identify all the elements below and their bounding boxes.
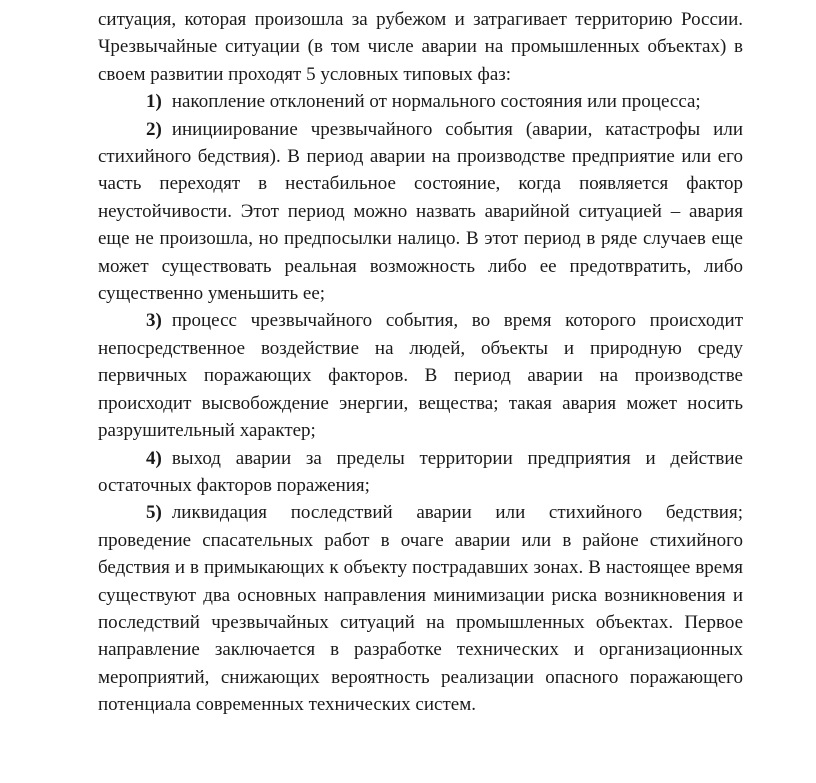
phase-1-text: накопление отклонений от нормального состояния или процесса;	[171, 91, 701, 113]
phase-3-text: процесс чрезвычайного события, во время которого происходит непосредственное воздействие на людей, объекты и природную среду первичных поражающих факторов. В период аварии на производстве происходит высвобождение энергии, вещества; такая авария может носить разрушительный характер;	[98, 310, 743, 442]
phase-1-paragraph	[98, 88, 743, 115]
phase-3-paragraph	[98, 307, 743, 444]
phase-2-number: 2)	[146, 118, 162, 140]
phase-3-number: 3)	[146, 310, 162, 332]
phase-5-paragraph	[98, 499, 743, 718]
phase-1-number: 1)	[146, 91, 162, 113]
phase-2-paragraph	[98, 116, 743, 308]
phase-5-text: ликвидация последствий аварии или стихийного бедствия; проведение спасательных работ в очаге аварии или в районе стихийного бедствия и в примыкающих к объекту пострадавших зонах. В настоящее время существуют два основных направления минимизации риска возникновения и последствий чрезвычайных ситуаций на промышленных объектах. Первое направление заключается в разработке технических и организационных мероприятий, снижающих вероятность реализации опасного поражающего потенциала современных технических систем.	[98, 502, 743, 716]
phase-4-number: 4)	[146, 447, 162, 469]
document-page	[98, 6, 743, 719]
phase-5-number: 5)	[146, 502, 162, 524]
phase-4-paragraph	[98, 445, 743, 500]
phase-2-text: инициирование чрезвычайного события (аварии, катастрофы или стихийного бедствия). В период аварии на производстве предприятие или его часть переходят в нестабильное состояние, когда появляется фактор неустойчивости. Этот период можно назвать аварийной ситуацией – авария еще не произошла, но предпосылки налицо. В этот период в ряде случаев еще может существовать реальная возможность либо ее предотвратить, либо существенно уменьшить ее;	[98, 118, 743, 305]
phase-4-text: выход аварии за пределы территории предприятия и действие остаточных факторов поражения;	[98, 447, 743, 496]
intro-paragraph: ситуация, которая произошла за рубежом и затрагивает территорию России. Чрезвычайные ситуации (в том числе аварии на промышленных объектах) в своем развитии проходят 5 условных типовых фаз:	[98, 9, 743, 85]
